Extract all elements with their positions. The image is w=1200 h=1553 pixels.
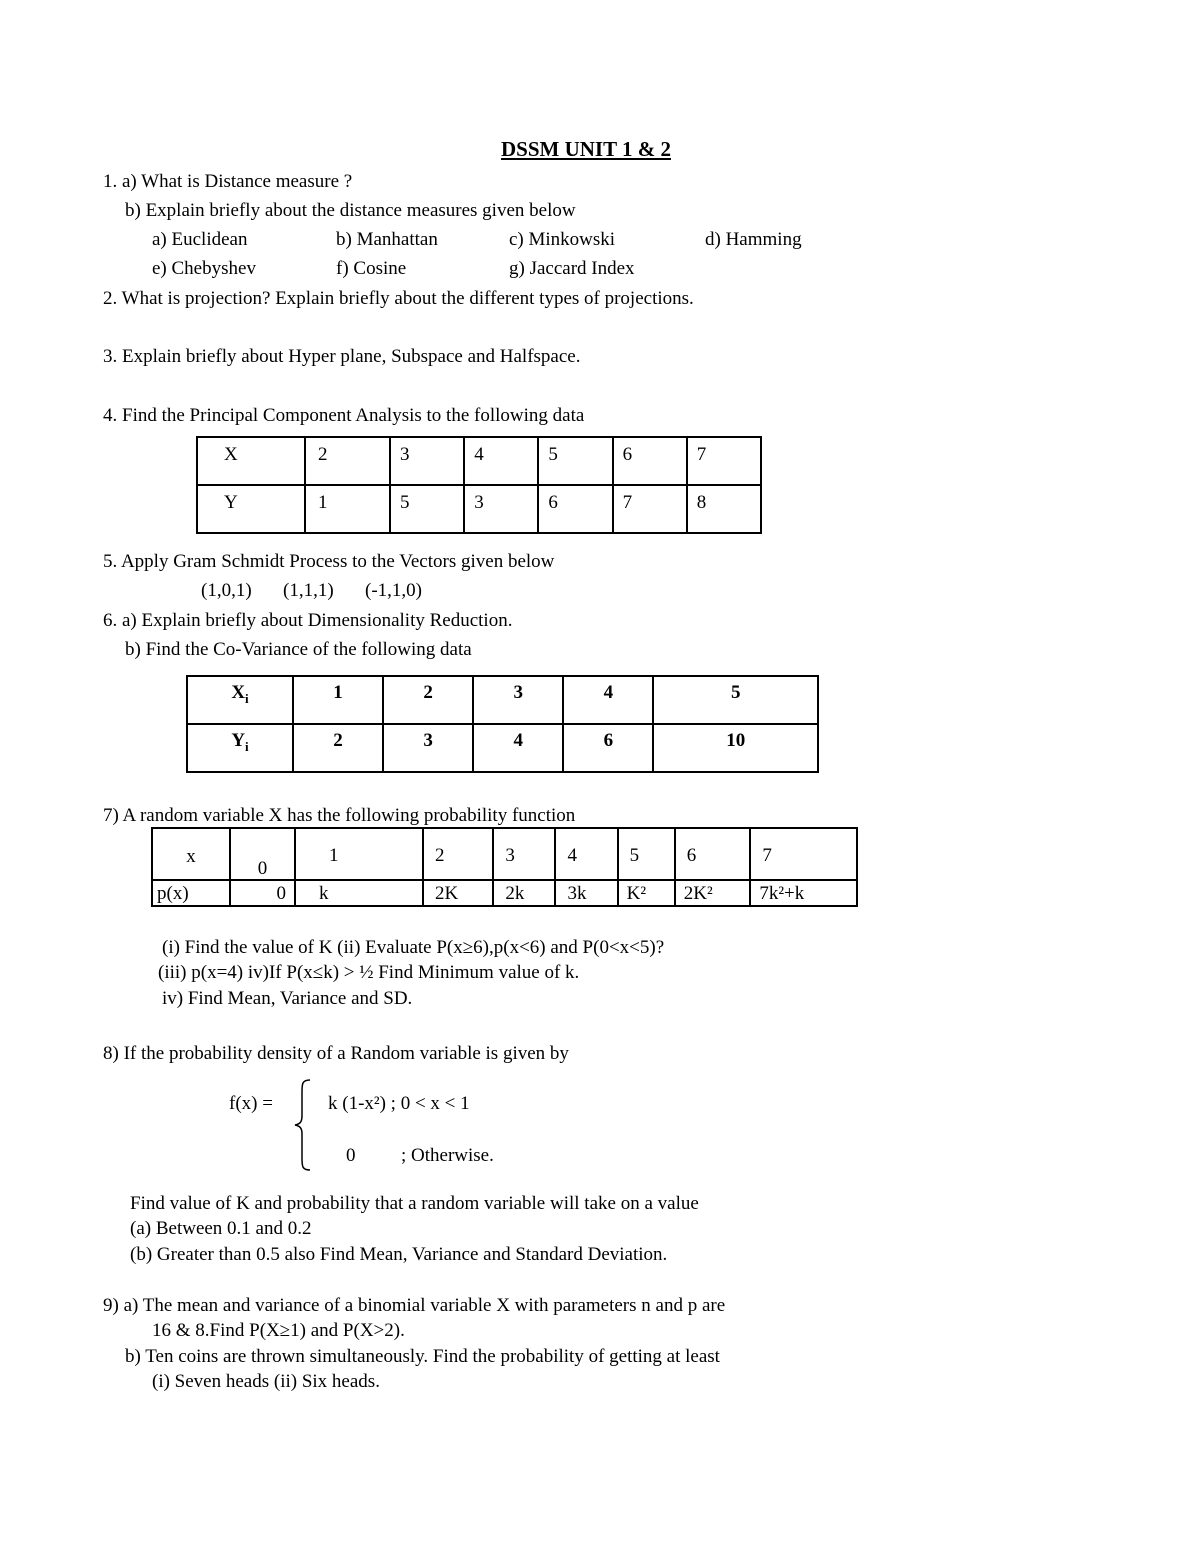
option-cosine: f) Cosine <box>336 258 407 279</box>
vector-1: (1,0,1) <box>201 580 252 601</box>
option-minkowski: c) Minkowski <box>509 229 616 250</box>
table-row <box>187 724 818 772</box>
subscript-i: i <box>245 690 249 706</box>
table-cell: 7 <box>613 485 687 533</box>
table-cell: 2 <box>305 437 390 485</box>
covariance-data-table <box>186 675 819 773</box>
table-row <box>187 676 818 724</box>
question-9b-line-1: b) Ten coins are thrown simultaneously. Find the probability of getting at least <box>125 1346 720 1367</box>
probability-function-table <box>151 827 858 907</box>
question-7-part-1: (i) Find the value of K (ii) Evaluate P(x≥6),p(x<6) and P(0<x<5)? <box>162 937 665 958</box>
question-6b: b) Find the Co-Variance of the following data <box>125 639 472 660</box>
table-cell: 2k <box>493 880 555 906</box>
table-cell: 5 <box>390 485 464 533</box>
question-3: 3. Explain briefly about Hyper plane, Subspace and Halfspace. <box>103 346 581 367</box>
question-1a: 1. a) What is Distance measure ? <box>103 171 353 192</box>
option-manhattan: b) Manhattan <box>336 229 438 250</box>
question-8-line-3: (b) Greater than 0.5 also Find Mean, Variance and Standard Deviation. <box>130 1244 668 1265</box>
table-cell <box>187 676 293 724</box>
question-7-part-3: iv) Find Mean, Variance and SD. <box>162 988 413 1009</box>
question-8-line-2: (a) Between 0.1 and 0.2 <box>130 1218 312 1239</box>
piecewise-case-2-condition: ; Otherwise. <box>401 1145 494 1166</box>
table-cell: 1 <box>305 485 390 533</box>
question-9a-line-1: 9) a) The mean and variance of a binomial variable X with parameters n and p are <box>103 1295 726 1316</box>
table-cell: 3 <box>493 828 555 880</box>
table-cell: 3 <box>473 676 563 724</box>
question-6a: 6. a) Explain briefly about Dimensionality Reduction. <box>103 610 513 631</box>
table-cell: 7 <box>687 437 761 485</box>
table-cell: 6 <box>613 437 687 485</box>
question-4: 4. Find the Principal Component Analysis to the following data <box>103 405 585 426</box>
table-cell: 6 <box>563 724 653 772</box>
question-7-part-2: (iii) p(x=4) iv)If P(x≤k) > ½ Find Minimum value of k. <box>158 962 580 983</box>
table-cell: 4 <box>563 676 653 724</box>
vector-3: (-1,1,0) <box>365 580 422 601</box>
option-euclidean: a) Euclidean <box>152 229 248 250</box>
table-cell: 7k²+k <box>750 880 857 906</box>
table-cell: 1 <box>295 828 423 880</box>
piecewise-case-2-value: 0 <box>346 1145 356 1166</box>
table-cell: 4 <box>555 828 617 880</box>
option-hamming: d) Hamming <box>705 229 802 250</box>
piecewise-case-1: k (1-x²) ; 0 < x < 1 <box>328 1093 470 1114</box>
table-cell: 8 <box>687 485 761 533</box>
table-cell: 7 <box>750 828 857 880</box>
table-cell: 3 <box>464 485 538 533</box>
option-jaccard: g) Jaccard Index <box>509 258 635 279</box>
page-title: DSSM UNIT 1 & 2 <box>501 137 671 161</box>
table-cell: 4 <box>464 437 538 485</box>
question-8: 8) If the probability density of a Random variable is given by <box>103 1043 569 1064</box>
table-cell: x <box>152 828 230 880</box>
table-cell: 0 <box>230 828 295 880</box>
table-cell: k <box>295 880 423 906</box>
question-8-line-1: Find value of K and probability that a random variable will take on a value <box>130 1193 699 1214</box>
function-label: f(x) = <box>229 1093 273 1114</box>
table-cell: Y <box>197 485 305 533</box>
table-cell: 5 <box>618 828 675 880</box>
table-cell: 2 <box>423 828 493 880</box>
row-label-y: Y <box>231 730 246 751</box>
question-9b-line-2: (i) Seven heads (ii) Six heads. <box>152 1371 380 1392</box>
subscript-i: i <box>245 738 249 754</box>
row-label-x: X <box>231 682 246 703</box>
table-cell: 5 <box>653 676 818 724</box>
pca-data-table <box>196 436 762 534</box>
table-row <box>152 880 857 906</box>
table-cell <box>187 724 293 772</box>
question-2: 2. What is projection? Explain briefly about the different types of projections. <box>103 288 694 309</box>
question-5: 5. Apply Gram Schmidt Process to the Vectors given below <box>103 551 555 572</box>
table-cell: p(x) <box>152 880 230 906</box>
option-chebyshev: e) Chebyshev <box>152 258 256 279</box>
table-cell: 3k <box>555 880 617 906</box>
table-cell: 2K <box>423 880 493 906</box>
table-cell: 3 <box>390 437 464 485</box>
table-cell: 10 <box>653 724 818 772</box>
question-7: 7) A random variable X has the following probability function <box>103 805 576 826</box>
table-cell: 2 <box>293 724 383 772</box>
table-row <box>197 485 761 533</box>
table-cell: 3 <box>383 724 473 772</box>
question-1b: b) Explain briefly about the distance measures given below <box>125 200 576 221</box>
table-cell: X <box>197 437 305 485</box>
table-row <box>152 828 857 880</box>
table-cell: 5 <box>538 437 612 485</box>
table-cell: K² <box>618 880 675 906</box>
question-9a-line-2: 16 & 8.Find P(X≥1) and P(X>2). <box>152 1320 405 1341</box>
table-cell: 2 <box>383 676 473 724</box>
left-brace-icon <box>292 1078 314 1172</box>
table-cell: 2K² <box>675 880 751 906</box>
table-cell: 4 <box>473 724 563 772</box>
table-row <box>197 437 761 485</box>
table-cell: 6 <box>538 485 612 533</box>
table-cell: 1 <box>293 676 383 724</box>
table-cell: 0 <box>230 880 295 906</box>
vector-2: (1,1,1) <box>283 580 334 601</box>
table-cell: 6 <box>675 828 751 880</box>
